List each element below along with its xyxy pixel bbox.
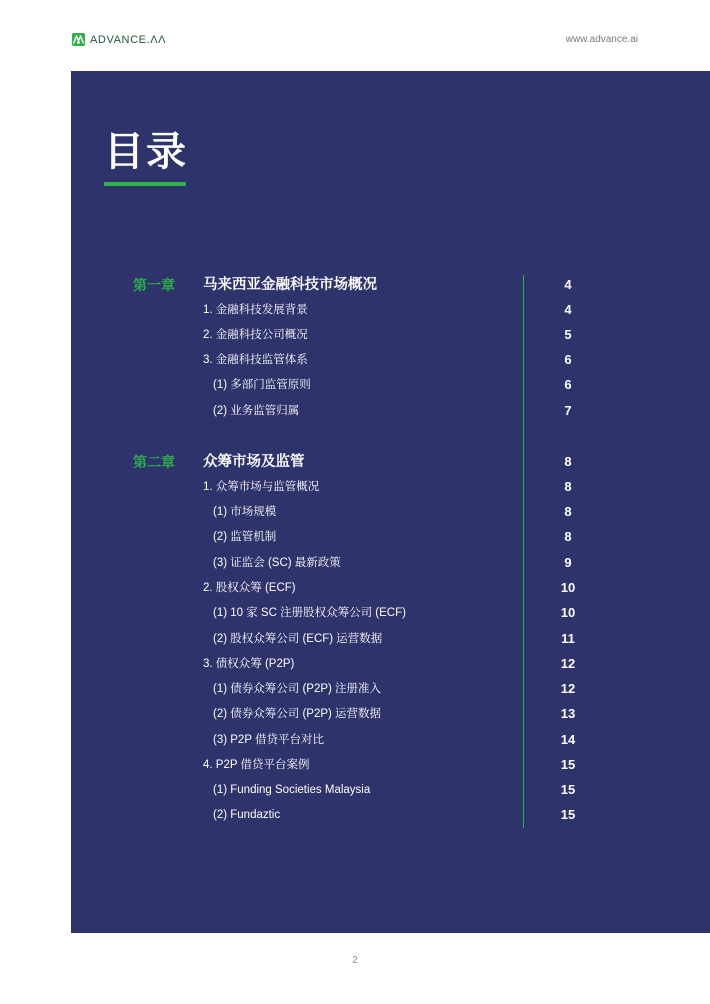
section-title: 1. 众筹市场与监管概况 [203, 481, 320, 493]
section-title: (1) Funding Societies Malaysia [213, 784, 371, 796]
toc-page-number: 4 [564, 277, 572, 292]
toc-entry-row[interactable] [0, 476, 710, 498]
section-title: 1. 金融科技发展背景 [203, 304, 308, 316]
chapter-label: 第二章 [133, 454, 175, 470]
toc-page-number: 8 [564, 529, 572, 544]
toc-page-number: 15 [560, 782, 576, 797]
section-title: (3) 证监会 (SC) 最新政策 [213, 557, 341, 569]
toc-page-number: 13 [560, 706, 576, 721]
toc-entry-row[interactable] [0, 804, 710, 826]
toc-page-number: 12 [560, 656, 576, 671]
toc-page-number: 11 [561, 631, 575, 646]
logo-mark-icon [72, 33, 85, 46]
chapter-title: 众筹市场及监管 [203, 454, 305, 470]
toc-entry-row[interactable] [0, 526, 710, 548]
toc-page-number: 8 [564, 479, 572, 494]
toc-entry-row[interactable] [0, 374, 710, 396]
toc-entry-row[interactable] [0, 602, 710, 624]
toc-entry-row[interactable] [0, 299, 710, 321]
toc-entry-row[interactable] [0, 729, 710, 751]
advance-logo [72, 33, 166, 46]
toc-page-number: 8 [564, 504, 572, 519]
page-number: 2 [352, 955, 358, 966]
toc-page-number: 8 [564, 454, 572, 469]
toc-entry-row[interactable] [0, 501, 710, 523]
toc-entry-row[interactable] [0, 653, 710, 675]
toc-entry-row[interactable] [0, 552, 710, 574]
section-title: (1) 市场规模 [213, 506, 277, 518]
page-title: 目录 [104, 130, 188, 174]
toc-entry-row[interactable] [0, 754, 710, 776]
section-title: 4. P2P 借贷平台案例 [203, 759, 310, 771]
toc-entry-row[interactable] [0, 349, 710, 371]
section-title: (2) Fundaztic [213, 809, 281, 821]
section-title: (2) 业务监管归属 [213, 405, 300, 417]
section-title: (1) 10 家 SC 注册股权众筹公司 (ECF) [213, 607, 406, 619]
toc-page-number: 5 [564, 327, 572, 342]
toc-page-number: 12 [560, 681, 576, 696]
section-title: 3. 债权众筹 (P2P) [203, 658, 295, 670]
toc-entry-row[interactable] [0, 779, 710, 801]
toc-chapter-row[interactable] [0, 274, 710, 296]
title-underline [104, 182, 186, 186]
section-title: 2. 金融科技公司概况 [203, 329, 308, 341]
chapter-label: 第一章 [133, 277, 175, 293]
section-title: (2) 监管机制 [213, 531, 277, 543]
toc-page-number: 9 [564, 555, 572, 570]
chapter-title: 马来西亚金融科技市场概况 [203, 277, 377, 293]
toc-entry-row[interactable] [0, 703, 710, 725]
toc-page-number: 14 [560, 732, 576, 747]
logo-text: ADVANCE.ΛΛ [90, 33, 167, 46]
section-title: (2) 股权众筹公司 (ECF) 运营数据 [213, 633, 383, 645]
section-title: (1) 债券众筹公司 (P2P) 注册准入 [213, 683, 382, 695]
website-url: www.advance.ai [565, 34, 638, 45]
toc-page-number: 15 [560, 757, 576, 772]
section-title: 2. 股权众筹 (ECF) [203, 582, 296, 594]
toc-entry-row[interactable] [0, 400, 710, 422]
section-title: 3. 金融科技监管体系 [203, 354, 308, 366]
section-title: (1) 多部门监管原则 [213, 379, 311, 391]
toc-chapter-row[interactable] [0, 451, 710, 473]
toc-entry-row[interactable] [0, 678, 710, 700]
toc-page-number: 10 [560, 580, 576, 595]
section-title: (3) P2P 借贷平台对比 [213, 734, 324, 746]
toc-entry-row[interactable] [0, 628, 710, 650]
toc-entry-row[interactable] [0, 577, 710, 599]
toc-page-number: 4 [564, 302, 572, 317]
toc-page-number: 6 [564, 377, 572, 392]
toc-page-number: 6 [564, 352, 572, 367]
toc-page-number: 7 [564, 403, 572, 418]
section-title: (2) 债券众筹公司 (P2P) 运营数据 [213, 708, 382, 720]
toc-entry-row[interactable] [0, 324, 710, 346]
toc-page-number: 15 [560, 807, 576, 822]
toc-page-number: 10 [560, 605, 576, 620]
